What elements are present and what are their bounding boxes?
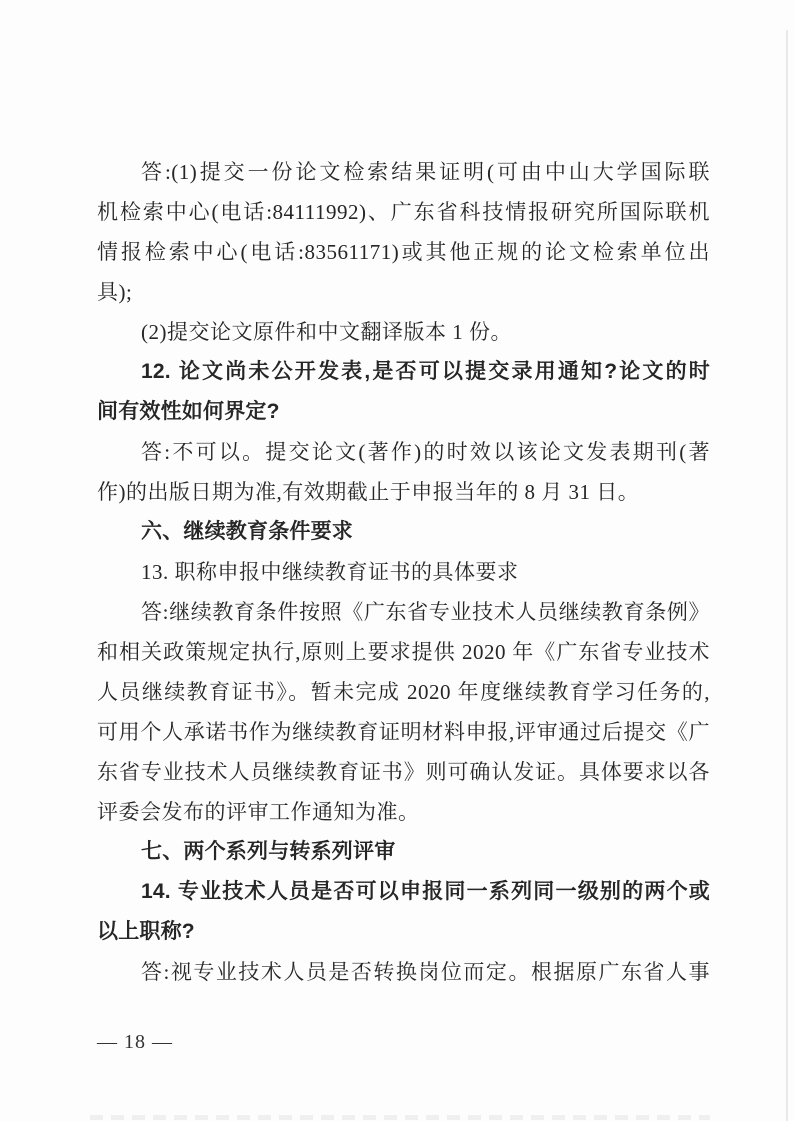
- question-heading-line: 以上职称?: [97, 920, 195, 943]
- body-line: 可用个人承诺书作为继续教育证明材料申报,评审通过后提交《广: [97, 720, 710, 744]
- document-text-block: [97, 152, 710, 992]
- body-line: 具);: [97, 280, 133, 304]
- body-line: 情报检索中心(电话:83561171)或其他正规的论文检索单位出: [97, 240, 710, 264]
- body-line: (2)提交论文原件和中文翻译版本 1 份。: [141, 320, 512, 344]
- body-line: 评委会发布的评审工作通知为准。: [97, 800, 420, 824]
- section-heading-line: 七、两个系列与转系列评审: [141, 840, 396, 863]
- question-heading-line: 14. 专业技术人员是否可以申报同一系列同一级别的两个或: [141, 880, 710, 903]
- body-line: 答:视专业技术人员是否转换岗位而定。根据原广东省人事: [141, 960, 710, 984]
- body-line: 作)的出版日期为准,有效期截止于申报当年的 8 月 31 日。: [97, 480, 640, 504]
- scan-edge-artifact: [786, 30, 788, 1121]
- body-line: 东省专业技术人员继续教育证书》则可确认发证。具体要求以各: [97, 760, 710, 784]
- section-heading-line: 六、继续教育条件要求: [141, 520, 353, 543]
- body-line: 和相关政策规定执行,原则上要求提供 2020 年《广东省专业技术: [97, 640, 710, 664]
- question-heading-line: 间有效性如何界定?: [97, 400, 280, 423]
- question-heading-line: 12. 论文尚未公开发表,是否可以提交录用通知?论文的时: [141, 360, 710, 383]
- body-line: 答:不可以。提交论文(著作)的时效以该论文发表期刊(著: [141, 440, 710, 464]
- body-line: 答:继续教育条件按照《广东省专业技术人员继续教育条例》: [141, 600, 710, 624]
- scan-bleed-artifact: [90, 1115, 710, 1120]
- body-line: 人员继续教育证书》。暂未完成 2020 年度继续教育学习任务的,: [97, 680, 710, 704]
- question-line: 13. 职称申报中继续教育证书的具体要求: [141, 560, 519, 584]
- body-line: 答:(1)提交一份论文检索结果证明(可由中山大学国际联: [141, 160, 710, 184]
- page-number: — 18 —: [97, 1031, 173, 1053]
- body-line: 机检索中心(电话:84111992)、广东省科技情报研究所国际联机: [97, 200, 710, 224]
